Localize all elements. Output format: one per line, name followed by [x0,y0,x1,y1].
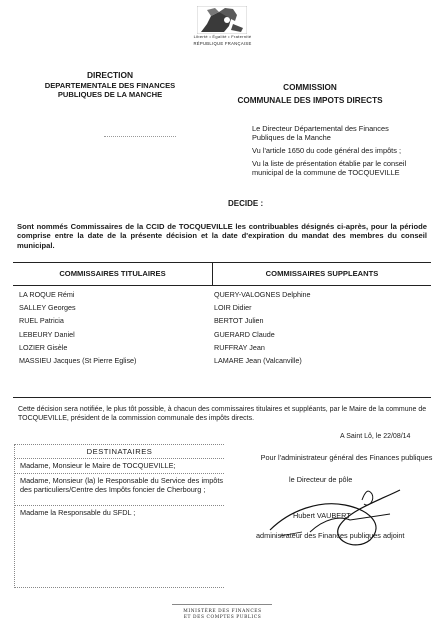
signature-title: Pour l'administrateur général des Finances publiques [260,453,433,462]
divider [104,136,176,137]
ministry-footer [150,609,295,620]
place-date: A Saint Lô, le 22/08/14 [340,433,411,440]
header-commission [220,81,400,107]
decide-text: Sont nommés Commissaires de la CCID de TOCQUEVILLE les contribuables désignés ci-après, pour la période comprise entre la date de la présente décision et la date d'expiration du mandat des membres du conseil municipal. [17,222,427,250]
destinataires-divider [15,473,224,474]
suppleant-row: BERTOT Julien [214,316,264,326]
titulaire-row: MASSIEU Jacques (St Pierre Eglise) [19,356,137,366]
header-right-line1: COMMISSION [283,83,337,92]
table-header-rule [13,285,431,286]
logo-motto: Liberté • Égalité • Fraternité [193,34,252,39]
visa-section [252,124,417,181]
titulaire-row: RUEL Patricia [19,316,64,326]
header-right-line2: COMMUNALE DES IMPOTS DIRECTS [237,96,383,105]
suppleant-row: GUERARD Claude [214,329,275,339]
signature-role: le Directeur de pôle [289,475,353,484]
destinataire-item: Madame, Monsieur (la) le Responsable du Service des impôts des particuliers/Centre des Impôts foncier de Cherbourg ; [20,476,223,495]
footer-line1: MINISTÈRE DES FINANCES [183,609,262,614]
header-direction [30,71,190,100]
marianne-logo [197,6,247,34]
destinataires-box [14,444,224,588]
titulaire-row: LEBEURY Daniel [19,329,75,339]
suppleant-row: LOIR Didier [214,303,252,313]
titulaire-row: LOZIER Gisèle [19,342,68,352]
footer-rule [172,604,272,605]
titulaire-row: SALLEY Georges [19,303,76,313]
suppleant-row: RUFFRAY Jean [214,342,265,352]
destinataires-divider [15,458,224,459]
footer-line2: ET DES COMPTES PUBLICS [183,614,262,620]
signature-name: Hubert VAUBERT [293,511,351,520]
titulaires-list [19,288,136,367]
suppleant-row: QUERY-VALOGNES Delphine [214,290,311,299]
logo-republic: RÉPUBLIQUE FRANÇAISE [193,41,252,46]
visa-article: Vu l'article 1650 du code général des impôts ; [252,146,402,155]
header-left-line1: DIRECTION [86,70,134,80]
destinataires-divider [15,505,224,506]
signature-subtitle: administrateur des Finances publiques adjoint [256,531,405,540]
header-left-line3: PUBLIQUES DE LA MANCHE [57,90,163,99]
destinataire-item: Madame la Responsable du SFDL ; [20,508,136,517]
decide-title: DECIDE : [228,199,264,208]
notification-text: Cette décision sera notifiée, le plus tôt possible, à chacun des commissaires titulaires et suppléants, par le Maire de la commune de TOCQUEVILLE, président de la commission communale des impôts directs. [18,406,427,422]
suppleant-row: LAMARE Jean (Valcanville) [214,356,302,366]
visa-director: Le Directeur Départemental des Finances Publiques de la Manche [252,124,389,142]
destinataires-title: DESTINATAIRES [86,447,153,456]
destinataire-item: Madame, Monsieur le Maire de TOCQUEVILLE; [20,461,176,470]
suppleants-list [214,288,311,367]
commissioners-table [13,262,431,398]
visa-list: Vu la liste de présentation établie par le conseil municipal de la commune de TOCQUEVILLE [252,159,407,177]
header-titulaires: COMMISSAIRES TITULAIRES [59,269,166,278]
titulaire-row: LA ROQUE Rémi [19,290,75,299]
header-left-line2: DEPARTEMENTALE DES FINANCES [44,80,176,90]
header-suppleants: COMMISSAIRES SUPPLEANTS [265,269,379,278]
